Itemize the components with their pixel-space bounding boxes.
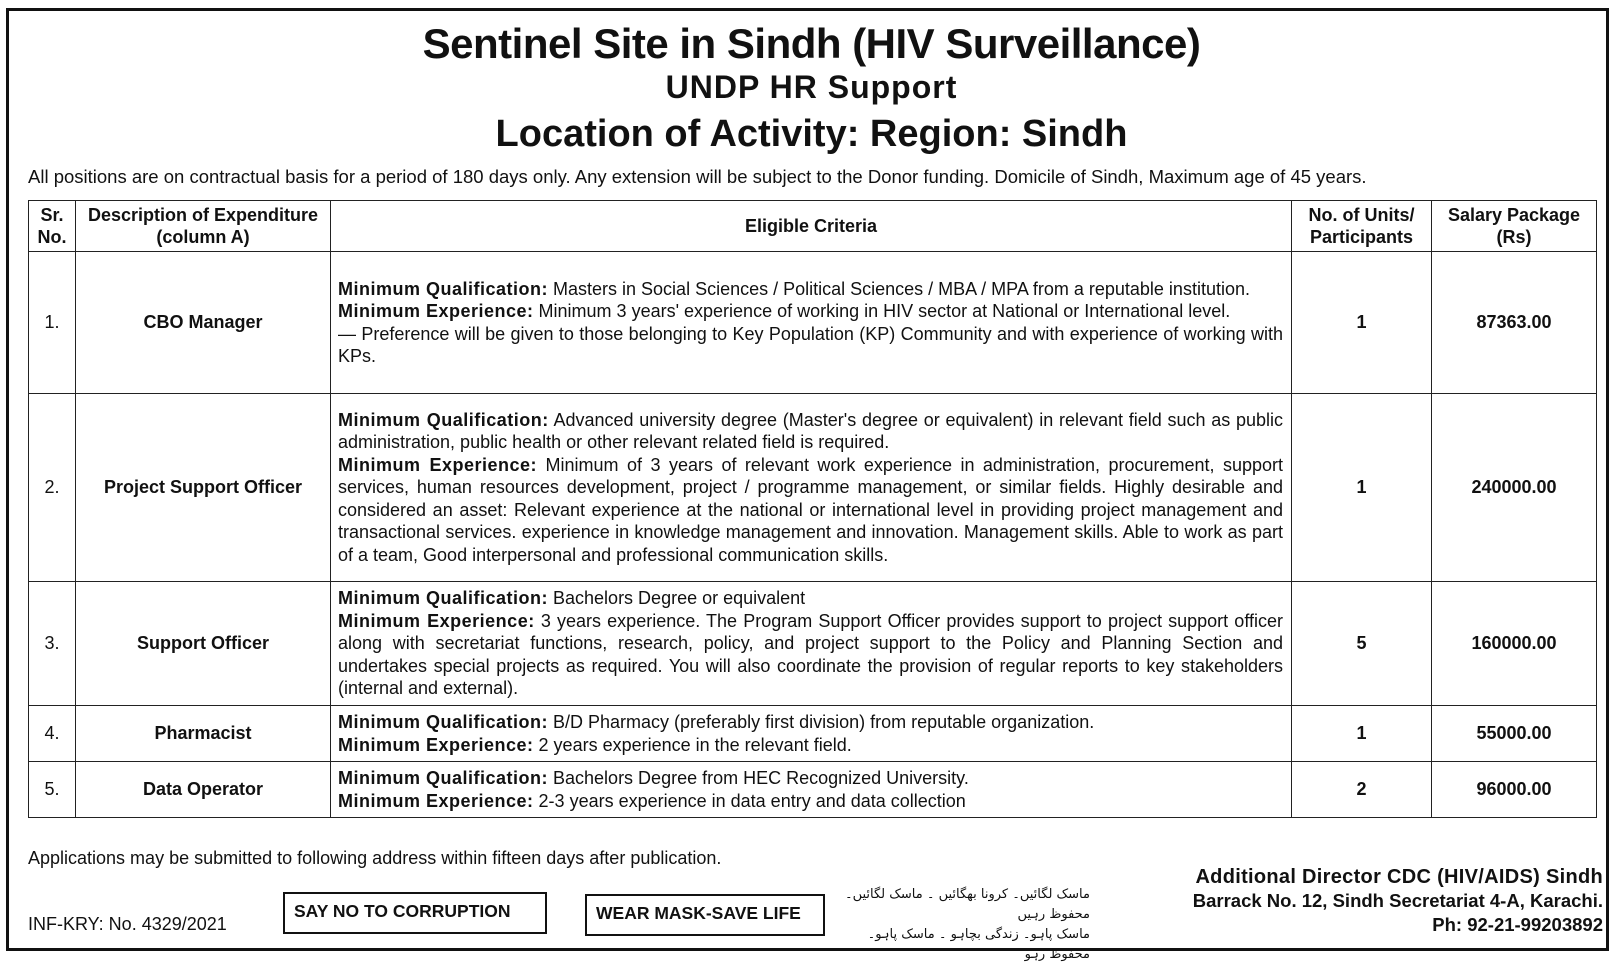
qualification-label: Minimum Qualification: <box>338 712 549 732</box>
row-units: 2 <box>1292 762 1432 818</box>
address-street: Barrack No. 12, Sindh Secretariat 4-A, Karachi. <box>1192 890 1603 911</box>
row-position: Data Operator <box>76 762 331 818</box>
qualification-label: Minimum Qualification: <box>338 588 549 609</box>
qualification-text: Bachelors Degree from HEC Recognized University. <box>548 768 969 788</box>
row-criteria <box>331 706 1292 762</box>
qualification-text: Advanced university degree (Master's degree or equivalent) in relevant field such as public administration, public health or other relevant related field is required. <box>338 409 1283 453</box>
row-units: 1 <box>1292 706 1432 762</box>
row-sr-no: 1. <box>29 252 76 394</box>
table-row <box>29 394 1597 582</box>
header-units: No. of Units/ Participants <box>1292 201 1432 252</box>
header-eligible-criteria: Eligible Criteria <box>331 201 1292 252</box>
table-row <box>29 252 1597 394</box>
header-salary: Salary Package (Rs) <box>1432 201 1597 252</box>
experience-text: 3 years experience. The Program Support Officer provides support to project support officer along with secretariat functions, research, policy, and project support to the Policy and Planning Section and undertakes special projects as required. You will also coordinate the provision of regular reports to key stakeholders (internal and external). <box>338 610 1283 699</box>
location-heading: Location of Activity: Region: Sindh <box>495 113 1128 155</box>
row-salary: 96000.00 <box>1432 762 1597 818</box>
row-position: Project Support Officer <box>76 394 331 582</box>
row-sr-no: 4. <box>29 706 76 762</box>
row-criteria <box>331 762 1292 818</box>
row-units: 1 <box>1292 252 1432 394</box>
experience-label: Minimum Experience: <box>338 790 534 811</box>
row-sr-no: 2. <box>29 394 76 582</box>
reference-number: INF-KRY: No. 4329/2021 <box>28 914 227 934</box>
table-header-row <box>29 201 1597 252</box>
experience-text: Minimum 3 years' experience of working in HIV sector at National or International level. <box>533 301 1231 321</box>
experience-label: Minimum Experience: <box>338 454 538 475</box>
row-sr-no: 3. <box>29 582 76 706</box>
urdu-slogan <box>840 885 1090 965</box>
row-salary: 160000.00 <box>1432 582 1597 706</box>
urdu-slogan-line-2: ماسک پاہو۔ زندگی بچاہو ۔ ماسک پاہو۔ محفوظ رہو <box>867 927 1090 962</box>
row-position: CBO Manager <box>76 252 331 394</box>
experience-label: Minimum Experience: <box>338 734 534 755</box>
anti-corruption-slogan: SAY NO TO CORRUPTION <box>283 892 547 934</box>
row-position: Pharmacist <box>76 706 331 762</box>
row-units: 5 <box>1292 582 1432 706</box>
qualification-label: Minimum Qualification: <box>338 409 549 430</box>
mask-slogan: WEAR MASK-SAVE LIFE <box>585 894 825 936</box>
row-position: Support Officer <box>76 582 331 706</box>
table-row <box>29 706 1597 762</box>
qualification-label: Minimum Qualification: <box>338 768 549 788</box>
experience-text: 2 years experience in the relevant field. <box>533 734 852 755</box>
qualification-label: Minimum Qualification: <box>338 278 549 299</box>
address-phone: Ph: 92-21-99203892 <box>1432 914 1603 935</box>
intro-text: All positions are on contractual basis for a period of 180 days only. Any extension will be subject to the Donor funding. Domicile of Sindh, Maximum age of 45 years. <box>28 166 1367 187</box>
application-note: Applications may be submitted to following address within fifteen days after publication. <box>28 848 722 868</box>
page-subtitle: UNDP HR Support <box>665 69 958 105</box>
experience-text: Minimum of 3 years of relevant work experience in administration, procurement, support services, human resources development, project / programme management, or similar fields. Highly desirable and considered an asset: Relevant experience at the national or international level in providing project management and transactional services. experience in knowledge management and innovation. Management skills. Able to work as part of a team, Good interpersonal and professional communication skills. <box>338 454 1284 565</box>
urdu-slogan-line-1: ماسک لگائیں۔ کرونا بھگائیں ۔ ماسک لگائیں۔ محفوظ رہیں <box>844 887 1090 922</box>
row-salary: 55000.00 <box>1432 706 1597 762</box>
header-description: Description of Expenditure (column A) <box>76 201 331 252</box>
qualification-text: Bachelors Degree or equivalent <box>548 588 806 609</box>
contact-address <box>1193 865 1603 937</box>
preference-note: — Preference will be given to those belonging to Key Population (KP) Community and with experience of working with KPs. <box>338 323 1283 366</box>
row-criteria <box>331 394 1292 582</box>
table-row <box>29 762 1597 818</box>
row-sr-no: 5. <box>29 762 76 818</box>
experience-label: Minimum Experience: <box>338 301 534 321</box>
page-title: Sentinel Site in Sindh (HIV Surveillance) <box>422 20 1201 67</box>
qualification-text: B/D Pharmacy (preferably first division) from reputable organization. <box>548 712 1095 732</box>
experience-text: 2-3 years experience in data entry and data collection <box>533 790 966 811</box>
row-units: 1 <box>1292 394 1432 582</box>
row-salary: 240000.00 <box>1432 394 1597 582</box>
experience-label: Minimum Experience: <box>338 610 535 631</box>
address-office: Additional Director CDC (HIV/AIDS) Sindh <box>1195 866 1603 888</box>
row-criteria <box>331 252 1292 394</box>
header-sr-no: Sr. No. <box>29 201 76 252</box>
row-salary: 87363.00 <box>1432 252 1597 394</box>
row-criteria <box>331 582 1292 706</box>
qualification-text: Masters in Social Sciences / Political Sciences / MBA / MPA from a reputable institution. <box>548 278 1250 299</box>
table-row <box>29 582 1597 706</box>
positions-table <box>28 200 1597 818</box>
